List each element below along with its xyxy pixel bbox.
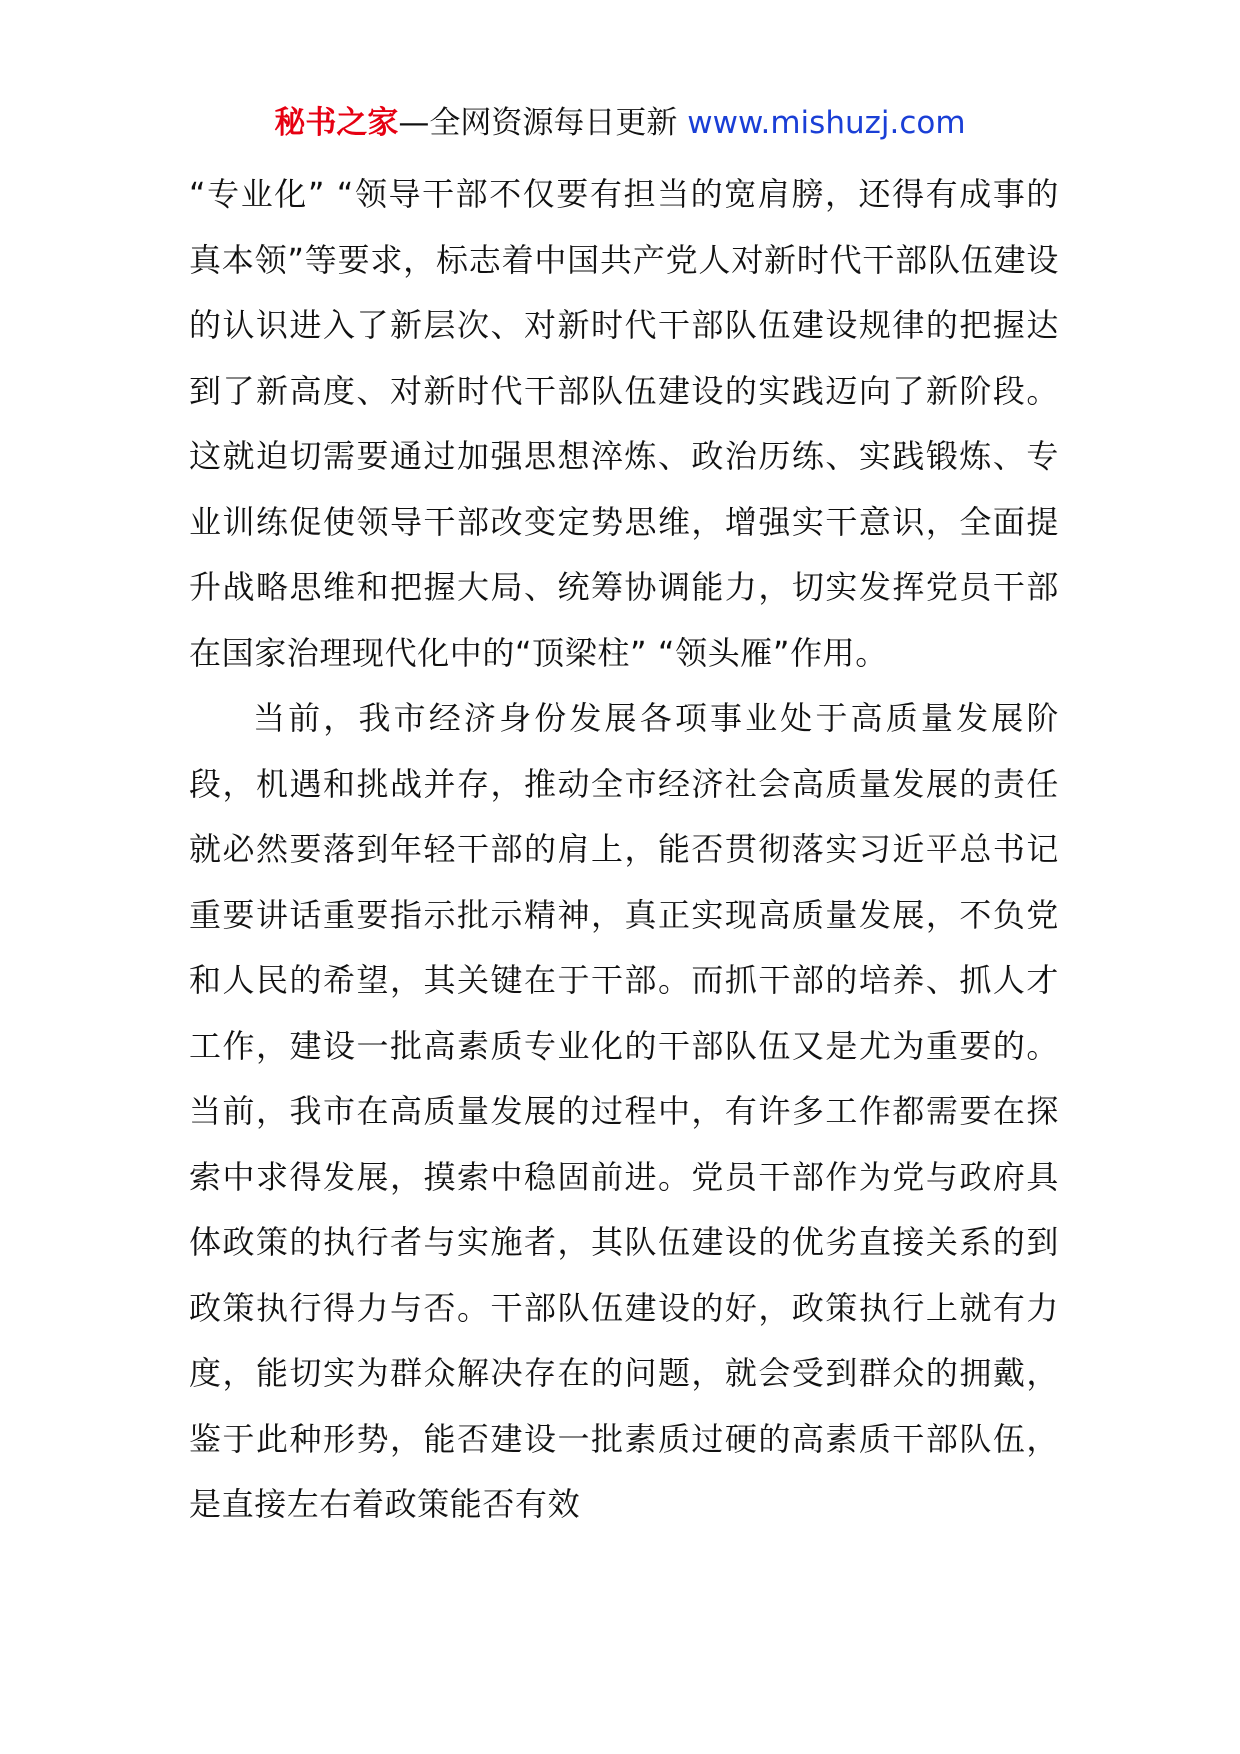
paragraph-continued: “专业化” “领导干部不仅要有担当的宽肩膀，还得有成事的真本领”等要求，标志着中国共产党人对新时代干部队伍建设的认识进入了新层次、对新时代干部队伍建设规律的把握达到了新高度、对新时代干部队伍建设的实践迈向了新阶段。这就迫切需要通过加强思想淬炼、政治历练、实践锻炼、专业训练促使领导干部改变定势思维，增强实干意识，全面提升战略思维和把握大局、统筹协调能力，切实发挥党员干部在国家治理现代化中的“顶梁柱” “领头雁”作用。 (189, 175, 1059, 672)
document-body (189, 162, 1059, 1538)
paragraph: 当前，我市经济身份发展各项事业处于高质量发展阶段，机遇和挑战并存，推动全市经济社会高质量发展的责任就必然要落到年轻干部的肩上，能否贯彻落实习近平总书记重要讲话重要指示批示精神，真正实现高质量发展，不负党和人民的希望，其关键在于干部。而抓干部的培养、抓人才工作，建设一批高素质专业化的干部队伍又是尤为重要的。当前，我市在高质量发展的过程中，有许多工作都需要在探索中求得发展，摸索中稳固前进。党员干部作为党与政府具体政策的执行者与实施者，其队伍建设的优劣直接关系的到政策执行得力与否。干部队伍建设的好，政策执行上就有力度，能切实为群众解决存在的问题，就会受到群众的拥戴，鉴于此种形势，能否建设一批素质过硬的高素质干部队伍，是直接左右着政策能否有效 (189, 699, 1059, 1523)
page-header (0, 100, 1240, 146)
site-brand: 秘书之家 (274, 105, 399, 141)
site-slogan: —全网资源每日更新 (398, 105, 678, 141)
site-url-link[interactable]: www.mishuzj.com (687, 105, 966, 141)
